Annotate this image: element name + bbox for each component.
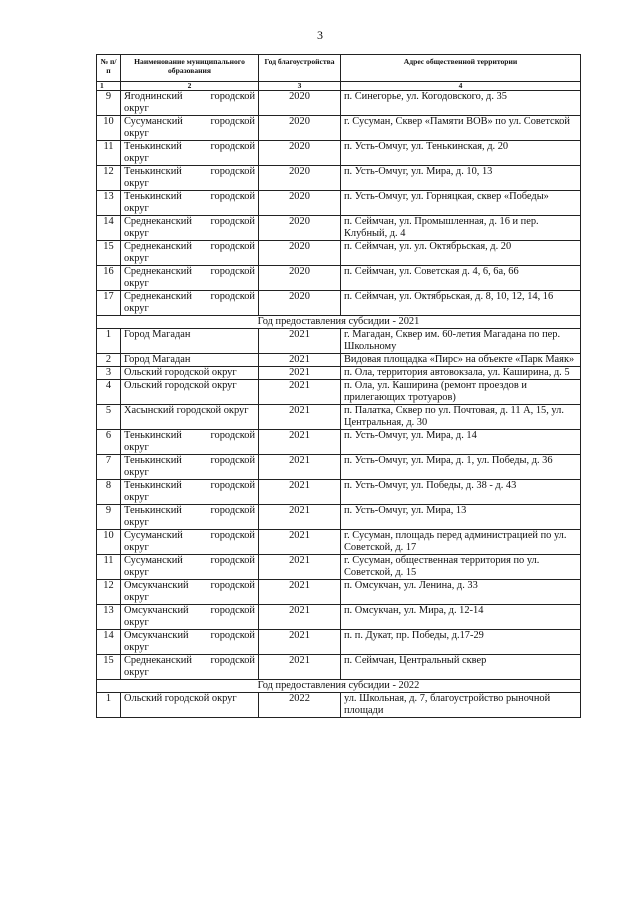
address-cell: п. Усть-Омчуг, ул. Победы, д. 38 - д. 43 [341,480,581,505]
row-number-cell: 13 [97,191,121,216]
year-cell: 2022 [259,693,341,718]
municipality-cell: Среднеканский городской округ [121,291,259,316]
year-cell: 2021 [259,430,341,455]
municipality-cell: Среднеканский городской округ [121,655,259,680]
municipality-cell: Ольский городской округ [121,693,259,718]
row-number-cell: 10 [97,530,121,555]
row-number-cell: 6 [97,430,121,455]
year-cell: 2021 [259,505,341,530]
column-number: 2 [121,82,259,91]
row-number-cell: 17 [97,291,121,316]
year-cell: 2021 [259,329,341,354]
municipality-cell: Город Магадан [121,329,259,354]
address-cell: п. Усть-Омчуг, ул. Мира, 13 [341,505,581,530]
year-cell: 2020 [259,116,341,141]
page-number: 3 [317,28,323,42]
address-cell: Видовая площадка «Пирс» на объекте «Парк Маяк» [341,354,581,367]
table-header-row [97,55,581,82]
address-cell: п. Усть-Омчуг, ул. Тенькинская, д. 20 [341,141,581,166]
table-row [97,580,581,605]
row-number-cell: 9 [97,91,121,116]
row-number-cell: 15 [97,655,121,680]
year-cell: 2020 [259,91,341,116]
table-body [97,91,581,718]
table-row [97,354,581,367]
address-cell: п. п. Дукат, пр. Победы, д.17-29 [341,630,581,655]
municipality-cell: Город Магадан [121,354,259,367]
municipality-cell: Омсукчанский городской округ [121,630,259,655]
municipality-cell: Тенькинский городской округ [121,430,259,455]
municipality-cell: Тенькинский городской округ [121,455,259,480]
row-number-cell: 9 [97,505,121,530]
row-number-cell: 12 [97,580,121,605]
year-cell: 2021 [259,405,341,430]
year-cell: 2020 [259,141,341,166]
year-cell: 2021 [259,630,341,655]
header-year: Год благоустройства [259,55,341,82]
table-row [97,605,581,630]
year-cell: 2020 [259,266,341,291]
table-row [97,329,581,354]
year-cell: 2020 [259,191,341,216]
table-row [97,480,581,505]
table-row [97,191,581,216]
table-row [97,505,581,530]
municipality-cell: Омсукчанский городской округ [121,605,259,630]
year-cell: 2021 [259,455,341,480]
table-row [97,266,581,291]
municipality-cell: Хасынский городской округ [121,405,259,430]
row-number-cell: 5 [97,405,121,430]
row-number-cell: 14 [97,630,121,655]
row-number-cell: 12 [97,166,121,191]
municipality-cell: Ольский городской округ [121,380,259,405]
year-cell: 2020 [259,216,341,241]
header-address: Адрес общественной территории [341,55,581,82]
row-number-cell: 15 [97,241,121,266]
year-cell: 2020 [259,166,341,191]
municipality-cell: Тенькинский городской округ [121,505,259,530]
table-row [97,630,581,655]
section-header-row [97,680,581,693]
year-cell: 2021 [259,555,341,580]
municipality-cell: Сусуманский городской округ [121,116,259,141]
row-number-cell: 10 [97,116,121,141]
row-number-cell: 13 [97,605,121,630]
municipality-cell: Сусуманский городской округ [121,530,259,555]
table-row [97,693,581,718]
address-cell: г. Сусуман, Сквер «Памяти ВОВ» по ул. Советской [341,116,581,141]
address-cell: п. Сеймчан, ул. Октябрьская, д. 8, 10, 12, 14, 16 [341,291,581,316]
year-cell: 2021 [259,354,341,367]
table-row [97,241,581,266]
address-cell: п. Сеймчан, ул. Советская д. 4, 6, 6а, 66 [341,266,581,291]
year-cell: 2021 [259,367,341,380]
address-cell: г. Сусуман, общественная территория по ул. Советской, д. 15 [341,555,581,580]
table-row [97,380,581,405]
table-row [97,166,581,191]
municipality-cell: Среднеканский городской округ [121,266,259,291]
address-cell: п. Ола, территория автовокзала, ул. Каширина, д. 5 [341,367,581,380]
address-cell: п. Синегорье, ул. Когодовского, д. 35 [341,91,581,116]
address-cell: ул. Школьная, д. 7, благоустройство рыночной площади [341,693,581,718]
row-number-cell: 1 [97,329,121,354]
municipality-cell: Ольский городской округ [121,367,259,380]
address-cell: г. Сусуман, площадь перед администрацией по ул. Советской, д. 17 [341,530,581,555]
row-number-cell: 4 [97,380,121,405]
address-cell: п. Омсукчан, ул. Ленина, д. 33 [341,580,581,605]
address-cell: п. Усть-Омчуг, ул. Мира, д. 1, ул. Победы, д. 36 [341,455,581,480]
row-number-cell: 11 [97,141,121,166]
column-number: 4 [341,82,581,91]
column-numbers-row [97,82,581,91]
row-number-cell: 14 [97,216,121,241]
section-header-row [97,316,581,329]
address-cell: г. Магадан, Сквер им. 60-летия Магадана по пер. Школьному [341,329,581,354]
municipality-cell: Тенькинский городской округ [121,191,259,216]
year-cell: 2021 [259,480,341,505]
table-row [97,141,581,166]
table-row [97,555,581,580]
year-cell: 2020 [259,241,341,266]
table-row [97,455,581,480]
municipality-cell: Омсукчанский городской округ [121,580,259,605]
address-cell: п. Омсукчан, ул. Мира, д. 12-14 [341,605,581,630]
address-cell: п. Палатка, Сквер по ул. Почтовая, д. 11 А, 15, ул. Центральная, д. 30 [341,405,581,430]
municipality-cell: Тенькинский городской округ [121,141,259,166]
header-number: № п/п [97,55,121,82]
table-row [97,430,581,455]
year-cell: 2021 [259,655,341,680]
table-row [97,291,581,316]
municipality-cell: Ягоднинский городской округ [121,91,259,116]
municipality-cell: Среднеканский городской округ [121,241,259,266]
table-row [97,216,581,241]
table-row [97,530,581,555]
row-number-cell: 16 [97,266,121,291]
year-cell: 2021 [259,580,341,605]
address-cell: п. Ола, ул. Каширина (ремонт проездов и прилегающих тротуаров) [341,380,581,405]
territories-table [96,54,581,718]
address-cell: п. Сеймчан, Центральный сквер [341,655,581,680]
table-row [97,116,581,141]
year-cell: 2021 [259,380,341,405]
section-title: Год предоставления субсидии - 2021 [97,316,581,329]
row-number-cell: 2 [97,354,121,367]
row-number-cell: 8 [97,480,121,505]
table-row [97,655,581,680]
address-cell: п. Усть-Омчуг, ул. Горняцкая, сквер «Победы» [341,191,581,216]
year-cell: 2021 [259,530,341,555]
municipality-cell: Тенькинский городской округ [121,480,259,505]
municipality-cell: Среднеканский городской округ [121,216,259,241]
year-cell: 2020 [259,291,341,316]
address-cell: п. Усть-Омчуг, ул. Мира, д. 10, 13 [341,166,581,191]
column-number: 3 [259,82,341,91]
row-number-cell: 3 [97,367,121,380]
table-row [97,91,581,116]
table-row [97,405,581,430]
year-cell: 2021 [259,605,341,630]
column-number: 1 [97,82,121,91]
address-cell: п. Усть-Омчуг, ул. Мира, д. 14 [341,430,581,455]
municipality-cell: Тенькинский городской округ [121,166,259,191]
section-title: Год предоставления субсидии - 2022 [97,680,581,693]
row-number-cell: 11 [97,555,121,580]
address-cell: п. Сеймчан, ул. Промышленная, д. 16 и пер. Клубный, д. 4 [341,216,581,241]
municipality-cell: Сусуманский городской округ [121,555,259,580]
header-municipality: Наименование муниципального образования [121,55,259,82]
address-cell: п. Сеймчан, ул. ул. Октябрьская, д. 20 [341,241,581,266]
row-number-cell: 7 [97,455,121,480]
row-number-cell: 1 [97,693,121,718]
table-row [97,367,581,380]
